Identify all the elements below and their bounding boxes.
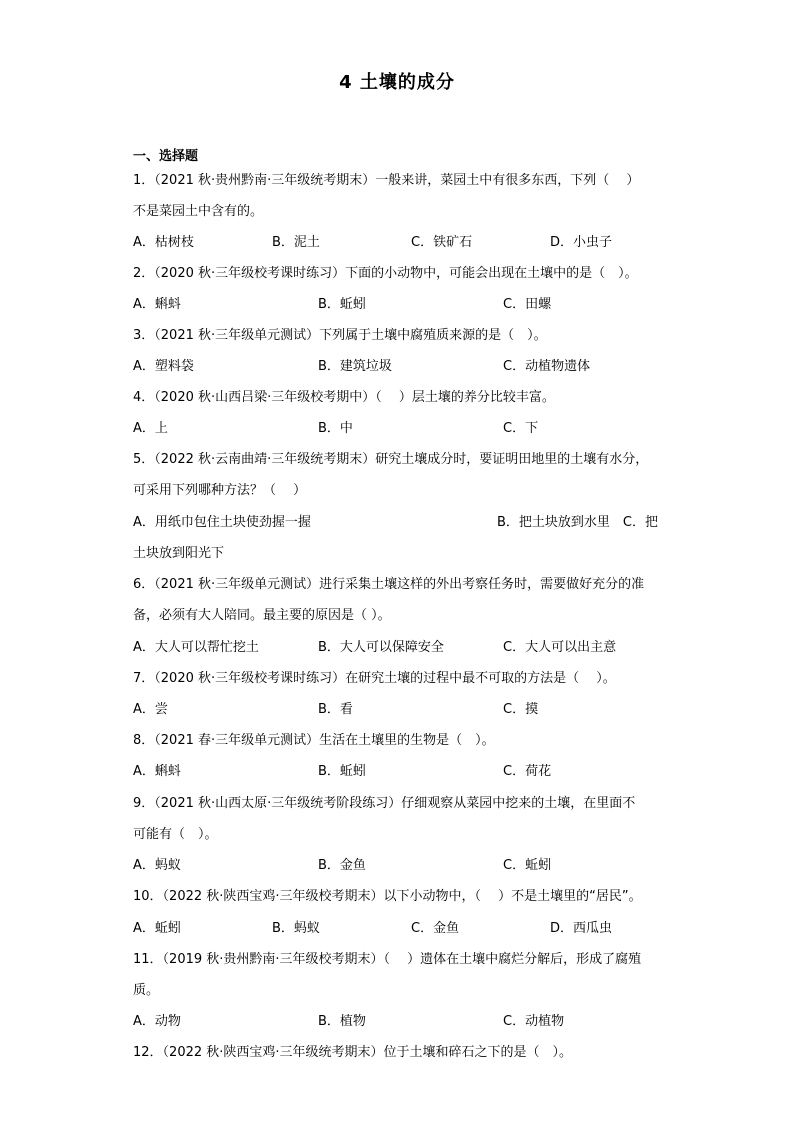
question-6-option-c: C．大人可以出主意 — [503, 640, 617, 655]
question-10-option-b: B．蚂蚁 — [272, 921, 320, 936]
question-11-option-b: B．植物 — [318, 1014, 366, 1029]
question-9-line-2: 可能有（ ）。 — [133, 827, 218, 842]
question-5-option-c-cont: 土块放到阳光下 — [133, 546, 225, 561]
question-8-option-c: C．荷花 — [503, 764, 552, 779]
question-6-line-2: 备，必须有大人陪同。最主要的原因是（ ）。 — [133, 608, 391, 623]
question-1-option-c: C．铁矿石 — [411, 235, 473, 250]
question-2-option-c: C．田螺 — [503, 297, 552, 312]
question-11-line-2: 质。 — [133, 983, 160, 998]
question-5-line-2: 可采用下列哪种方法？（ ） — [133, 483, 307, 498]
question-11-option-a: A．动物 — [133, 1014, 181, 1029]
question-1-option-d: D．小虫子 — [550, 235, 613, 250]
question-6-line-1: 6．（2021 秋·三年级单元测试）进行采集土壤这样的外出考察任务时，需要做好充分的准 — [133, 577, 645, 592]
question-2-option-a: A．蝌蚪 — [133, 297, 181, 312]
question-10-option-a: A．蚯蚓 — [133, 921, 181, 936]
question-8-line-1: 8．（2021 春·三年级单元测试）生活在土壤里的生物是（ ）。 — [133, 733, 495, 748]
question-1-option-a: A．枯树枝 — [133, 235, 194, 250]
question-4-line-1: 4．（2020 秋·山西吕梁·三年级校考期中）（ ）层土壤的养分比较丰富。 — [133, 390, 555, 405]
question-7-option-b: B．看 — [318, 702, 353, 717]
question-10-option-c: C．金鱼 — [411, 921, 460, 936]
question-3-option-b: B．建筑垃圾 — [318, 359, 392, 374]
question-5-option-a: A．用纸巾包住土块使劲握一握 — [133, 515, 311, 530]
question-3-option-a: A．塑料袋 — [133, 359, 194, 374]
question-5-option-b: B．把土块放到水里 C．把 — [497, 515, 658, 530]
question-4-option-c: C．下 — [503, 421, 539, 436]
question-12-line-1: 12．（2022 秋·陕西宝鸡·三年级统考期末）位于土壤和碎石之下的是（ ）。 — [133, 1045, 573, 1060]
question-11-line-1: 11．（2019 秋·贵州黔南·三年级校考期末）（ ）遗体在土壤中腐烂分解后，形成了腐殖 — [133, 952, 642, 967]
question-9-option-b: B．金鱼 — [318, 858, 366, 873]
question-4-option-b: B．中 — [318, 421, 353, 436]
question-1-line-2: 不是菜园土中含有的。 — [133, 204, 264, 219]
question-4-option-a: A．上 — [133, 421, 168, 436]
question-9-option-a: A．蚂蚁 — [133, 858, 181, 873]
question-3-line-1: 3．（2021 秋·三年级单元测试）下列属于土壤中腐殖质来源的是（ ）。 — [133, 328, 547, 343]
question-9-option-c: C．蚯蚓 — [503, 858, 552, 873]
question-10-line-1: 10．（2022 秋·陕西宝鸡·三年级校考期末）以下小动物中，（ ）不是土壤里的“居民”。 — [133, 889, 642, 904]
section-heading: 一、选择题 — [133, 149, 199, 164]
question-6-option-a: A．大人可以帮忙挖土 — [133, 640, 259, 655]
question-8-option-a: A．蝌蚪 — [133, 764, 181, 779]
page-title: 4 土壤的成分 — [339, 72, 455, 93]
question-10-option-d: D．西瓜虫 — [550, 921, 613, 936]
question-6-option-b: B．大人可以保障安全 — [318, 640, 444, 655]
question-9-line-1: 9．（2021 秋·山西太原·三年级统考阶段练习）仔细观察从菜园中挖来的土壤，在里面不 — [133, 796, 636, 811]
question-8-option-b: B．蚯蚓 — [318, 764, 366, 779]
question-1-option-b: B．泥土 — [272, 235, 320, 250]
question-3-option-c: C．动植物遗体 — [503, 359, 591, 374]
question-7-option-a: A．尝 — [133, 702, 168, 717]
question-2-option-b: B．蚯蚓 — [318, 297, 366, 312]
question-7-option-c: C．摸 — [503, 702, 539, 717]
question-11-option-c: C．动植物 — [503, 1014, 565, 1029]
question-2-line-1: 2．（2020 秋·三年级校考课时练习）下面的小动物中，可能会出现在土壤中的是（ ）。 — [133, 266, 638, 281]
question-5-line-1: 5．（2022 秋·云南曲靖·三年级统考期末）研究土壤成分时，要证明田地里的土壤有水分， — [133, 452, 649, 467]
question-1-line-1: 1．（2021 秋·贵州黔南·三年级统考期末）一般来讲，菜园土中有很多东西，下列（ ） — [133, 173, 640, 188]
question-7-line-1: 7．（2020 秋·三年级校考课时练习）在研究土壤的过程中最不可取的方法是（ ）。 — [133, 671, 616, 686]
